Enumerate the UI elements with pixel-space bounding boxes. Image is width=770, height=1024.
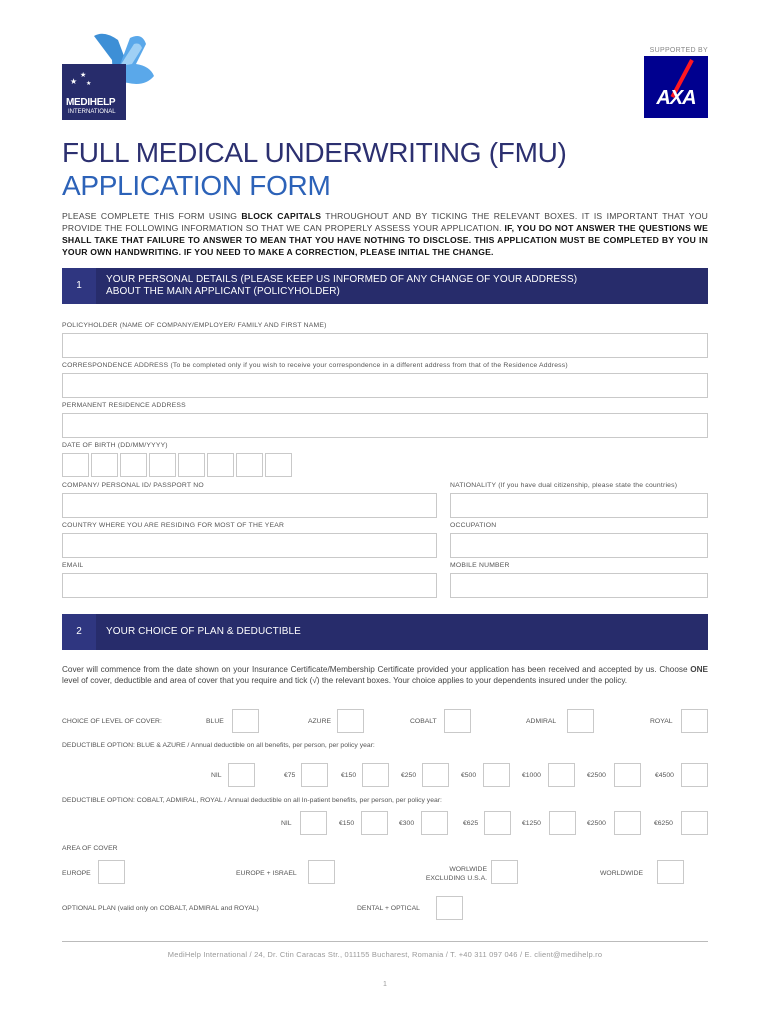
deductible-option-label: €150 bbox=[339, 820, 355, 827]
dob-digit-box[interactable] bbox=[236, 453, 263, 477]
deductible-option-label: NIL bbox=[281, 820, 292, 827]
level-of-cover-label: CHOICE OF LEVEL OF COVER: bbox=[62, 718, 162, 725]
deductible-1-2500-checkbox[interactable] bbox=[614, 763, 641, 787]
deductible-option-label: €75 bbox=[284, 772, 296, 779]
dob-digit-box[interactable] bbox=[265, 453, 292, 477]
deductible-2-nil-checkbox[interactable] bbox=[300, 811, 327, 835]
company-id-input[interactable] bbox=[62, 493, 437, 518]
level-cobalt-checkbox[interactable] bbox=[444, 709, 471, 733]
dob-digit-box[interactable] bbox=[207, 453, 234, 477]
logo-name: MEDIHELP bbox=[66, 97, 116, 108]
deductible-2-2500-checkbox[interactable] bbox=[614, 811, 641, 835]
section-title: YOUR CHOICE OF PLAN & DEDUCTIBLE bbox=[106, 626, 301, 637]
deductible-2-625-checkbox[interactable] bbox=[484, 811, 511, 835]
svg-text:★: ★ bbox=[80, 72, 87, 79]
supported-by-label: SUPPORTED BY bbox=[649, 47, 708, 54]
level-royal-checkbox[interactable] bbox=[681, 709, 708, 733]
deductible-option-label: €2500 bbox=[587, 772, 606, 779]
area-europe-checkbox[interactable] bbox=[98, 860, 125, 884]
deductible-option-label: €4500 bbox=[655, 772, 674, 779]
deductible-option-label: €1000 bbox=[522, 772, 541, 779]
deductible-1-75-checkbox[interactable] bbox=[301, 763, 328, 787]
email-label: EMAIL bbox=[62, 562, 84, 569]
page-subtitle: APPLICATION FORM bbox=[62, 170, 331, 201]
residence-label: PERMANENT RESIDENCE ADDRESS bbox=[62, 402, 186, 409]
area-option-label: EUROPE bbox=[62, 870, 91, 877]
area-of-cover-label: AREA OF COVER bbox=[62, 845, 118, 852]
dob-digit-box[interactable] bbox=[149, 453, 176, 477]
svg-text:★: ★ bbox=[86, 81, 92, 86]
nationality-input[interactable] bbox=[450, 493, 708, 518]
deductible-option-label: €250 bbox=[401, 772, 417, 779]
optional-plan-label: OPTIONAL PLAN (valid only on COBALT, ADMIRAL and ROYAL) bbox=[62, 905, 259, 912]
deductible-option-label: €6250 bbox=[654, 820, 673, 827]
level-admiral-checkbox[interactable] bbox=[567, 709, 594, 733]
level-option-label: COBALT bbox=[410, 718, 437, 725]
residence-address-input[interactable] bbox=[62, 413, 708, 438]
country-input[interactable] bbox=[62, 533, 437, 558]
area-europe-israel-checkbox[interactable] bbox=[308, 860, 335, 884]
deductible-option-label: €2500 bbox=[587, 820, 606, 827]
level-azure-checkbox[interactable] bbox=[337, 709, 364, 733]
cover-instructions: Cover will commence from the date shown on your Insurance Certificate/Membership Certificate provided your application has been received and accepted by us. Choose ONE level of cover, deductible and area of cover that you require and tick (√) the relevant boxes. Your choice applies to your dependents insured under the policy. bbox=[62, 665, 708, 685]
correspondence-address-input[interactable] bbox=[62, 373, 708, 398]
deductible-option-label: €1250 bbox=[522, 820, 541, 827]
mobile-input[interactable] bbox=[450, 573, 708, 598]
company-id-label: COMPANY/ PERSONAL ID/ PASSPORT NO bbox=[62, 482, 204, 489]
area-worldwide-checkbox[interactable] bbox=[657, 860, 684, 884]
deductible-option-label: €150 bbox=[341, 772, 357, 779]
intro-instructions: PLEASE COMPLETE THIS FORM USING BLOCK CAPITALS THROUGHOUT AND BY TICKING THE RELEVANT BOXES. IT IS IMPORTANT THAT YOU PROVIDE THE FOLLOWING INFORMATION SO THAT WE CAN PROPERLY ASSESS YOUR APPLICATION. IF, YOU DO NOT ANSWER THE QUESTIONS WE SHALL TAKE THAT FAILURE TO ANSWER TO MEAN THAT YOU HAVE NOTHING TO DISCLOSE. THIS APPLICATION MUST BE COMPLETED BY YOU IN YOUR OWN HANDWRITING. IF YOU NEED TO MAKE A CORRECTION, PLEASE INITIAL THE CHANGE. bbox=[62, 211, 709, 257]
section-2-banner bbox=[62, 614, 708, 650]
deductible-2-1250-checkbox[interactable] bbox=[549, 811, 576, 835]
dob-digit-box[interactable] bbox=[178, 453, 205, 477]
deductible-option-label: €500 bbox=[461, 772, 477, 779]
area-option-label: WORLWIDE EXCLUDING U.S.A. bbox=[425, 866, 487, 882]
dob-digit-box[interactable] bbox=[91, 453, 118, 477]
section-number: 2 bbox=[62, 614, 96, 650]
dental-optical-checkbox[interactable] bbox=[436, 896, 463, 920]
policyholder-label: POLICYHOLDER (NAME OF COMPANY/EMPLOYER/ FAMILY AND FIRST NAME) bbox=[62, 322, 327, 329]
policyholder-input[interactable] bbox=[62, 333, 708, 358]
axa-logo bbox=[644, 56, 708, 118]
axa-logo-text: AXA bbox=[656, 87, 696, 109]
deductible-1-1000-checkbox[interactable] bbox=[548, 763, 575, 787]
deductible-2-300-checkbox[interactable] bbox=[421, 811, 448, 835]
page-number: 1 bbox=[383, 981, 387, 988]
optional-option-label: DENTAL + OPTICAL bbox=[357, 905, 420, 912]
medihelp-logo bbox=[62, 30, 158, 122]
deductible-2-6250-checkbox[interactable] bbox=[681, 811, 708, 835]
mobile-label: MOBILE NUMBER bbox=[450, 562, 510, 569]
occupation-input[interactable] bbox=[450, 533, 708, 558]
level-option-label: AZURE bbox=[308, 718, 332, 725]
deductible-option-label: €625 bbox=[463, 820, 479, 827]
svg-text:★: ★ bbox=[70, 77, 78, 86]
dob-label: DATE OF BIRTH (DD/MM/YYYY) bbox=[62, 442, 168, 449]
deductible-2-label: DEDUCTIBLE OPTION: COBALT, ADMIRAL, ROYAL / Annual deductible on all In-patient benefits, per person, per policy year: bbox=[62, 797, 442, 804]
deductible-1-nil-checkbox[interactable] bbox=[228, 763, 255, 787]
deductible-1-500-checkbox[interactable] bbox=[483, 763, 510, 787]
page-title: FULL MEDICAL UNDERWRITING (FMU) bbox=[62, 137, 567, 168]
deductible-option-label: NIL bbox=[211, 772, 222, 779]
level-option-label: BLUE bbox=[206, 718, 224, 725]
country-label: COUNTRY WHERE YOU ARE RESIDING FOR MOST OF THE YEAR bbox=[62, 522, 285, 529]
stars-icon bbox=[68, 68, 98, 86]
occupation-label: OCCUPATION bbox=[450, 522, 497, 529]
area-worldwide-excl-usa-checkbox[interactable] bbox=[491, 860, 518, 884]
area-option-label: EUROPE + ISRAEL bbox=[236, 870, 297, 877]
level-option-label: ADMIRAL bbox=[526, 718, 557, 725]
section-number: 1 bbox=[62, 268, 96, 304]
dob-digit-box[interactable] bbox=[120, 453, 147, 477]
deductible-1-4500-checkbox[interactable] bbox=[681, 763, 708, 787]
section-title: YOUR PERSONAL DETAILS (PLEASE KEEP US INFORMED OF ANY CHANGE OF YOUR ADDRESS) ABOUT THE MAIN APPLICANT (POLICYHOLDER) bbox=[106, 274, 578, 297]
area-option-label: WORLDWIDE bbox=[600, 870, 644, 877]
deductible-1-150-checkbox[interactable] bbox=[362, 763, 389, 787]
footer-divider bbox=[62, 941, 708, 942]
correspondence-label: CORRESPONDENCE ADDRESS (To be completed only if you wish to receive your correspondence in a different address from that of the Residence Address) bbox=[62, 362, 568, 369]
email-input[interactable] bbox=[62, 573, 437, 598]
level-blue-checkbox[interactable] bbox=[232, 709, 259, 733]
deductible-1-label: DEDUCTIBLE OPTION: BLUE & AZURE / Annual deductible on all benefits, per person, per policy year: bbox=[62, 742, 375, 749]
level-option-label: ROYAL bbox=[650, 718, 673, 725]
footer-address: MediHelp International / 24, Dr. Ctin Caracas Str., 011155 Bucharest, Romania / T. +40 311 097 046 / E. client@medihelp.ro bbox=[167, 950, 603, 959]
deductible-2-150-checkbox[interactable] bbox=[361, 811, 388, 835]
section-1-banner bbox=[62, 268, 708, 304]
deductible-1-250-checkbox[interactable] bbox=[422, 763, 449, 787]
dob-digit-box[interactable] bbox=[62, 453, 89, 477]
logo-subtitle: INTERNATIONAL bbox=[68, 109, 116, 115]
deductible-option-label: €300 bbox=[399, 820, 415, 827]
nationality-label: NATIONALITY (If you have dual citizenship, please state the countries) bbox=[450, 482, 678, 489]
